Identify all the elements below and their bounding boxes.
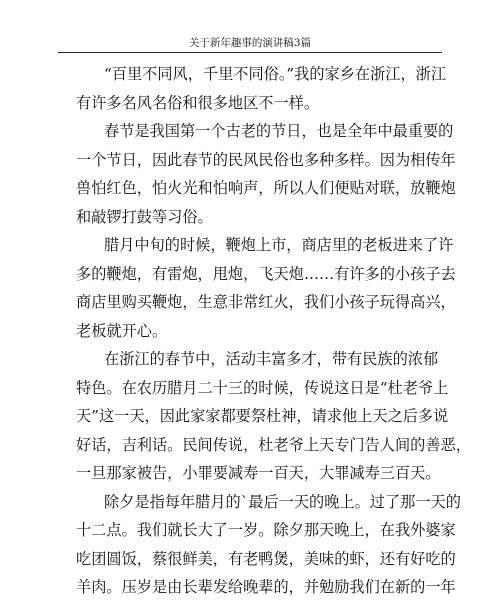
text-line: 有许多名风名俗和很多地区不一样。	[76, 93, 319, 112]
text-line: 羊肉。压岁是由长辈发给晚辈的，并勉励我们在新的一年	[76, 578, 456, 596]
text-line: 十二点。我们就长大了一岁。除夕那天晚上，在我外婆家	[76, 521, 456, 539]
text-line: 好话，吉利话。民间传说，杜老爷上天专门告人间的善恶，	[76, 435, 471, 454]
text-line: 商店里购买鞭炮，生意非常红火，我们小孩子玩得高兴，	[76, 293, 456, 311]
text-line: 除夕是指每年腊月的`最后一天的晚上。过了那一天的	[104, 492, 461, 511]
text-line: 一个节日，因此春节的民风民俗也多种多样。因为相传年	[76, 150, 456, 169]
text-line: 兽怕红色，怕火光和怕响声，所以人们便贴对联，放鞭炮	[76, 179, 456, 197]
text-line: 吃团圆饭，蔡很鲜美，有老鸭煲，美味的虾，还有好吃的	[76, 549, 456, 568]
text-line: 老板就开心。	[76, 321, 168, 340]
text-line: 特色。在农历腊月二十三的时候，传说这日是“杜老爷上	[76, 378, 449, 397]
document-body	[76, 60, 471, 602]
text-line: 和敲锣打鼓等习俗。	[76, 207, 213, 226]
header-divider	[58, 52, 442, 53]
text-line: 春节是我国第一个古老的节日，也是全年中最重要的	[104, 122, 454, 140]
page-header: 关于新年趣事的演讲稿3篇	[188, 37, 312, 49]
text-line: 在浙江的春节中，活动丰富多才，带有民族的浓郁	[104, 350, 439, 368]
text-line: 多的鞭炮，有雷炮，甩炮，飞天炮……有许多的小孩子去	[76, 264, 456, 283]
text-line: “百里不同风，千里不同俗。”我的家乡在浙江，浙江	[104, 65, 447, 83]
text-line: 天”这一天，因此家家都要祭杜神，请求他上天之后多说	[76, 407, 449, 425]
text-line: 腊月中旬的时候，鞭炮上市，商店里的老板进来了许	[104, 236, 454, 254]
text-line: 一旦那家被告，小罪要减寿一百天，大罪减寿三百天。	[76, 464, 441, 482]
